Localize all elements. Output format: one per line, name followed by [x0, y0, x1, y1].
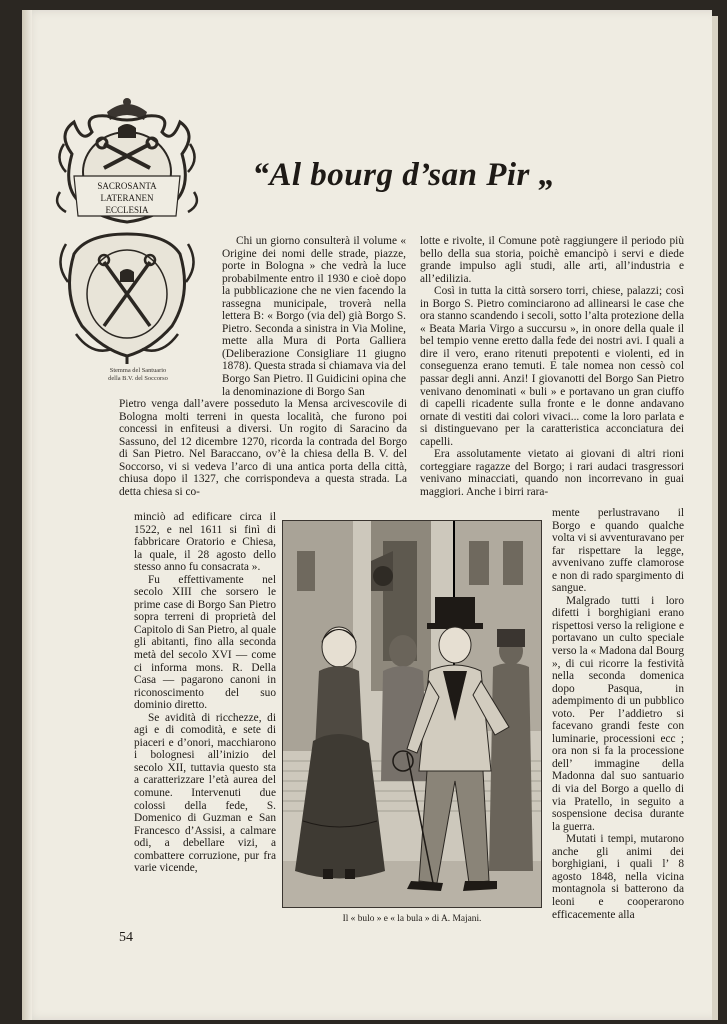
- article-paragraph: Mutati i tempi, mutarono anche gli animi dei borghigiani, i quali l’ 8 agosto 1848, nella vicina montagnola si batterono da leoni e cooperarono efficacemente alla: [552, 833, 684, 921]
- article-column-top-right: [420, 235, 684, 498]
- emblem-caption: [78, 367, 198, 383]
- article-paragraph: Fu effettivamente nel secolo XIII che sorsero le prime case di Borgo San Pietro sopra terreni di proprietà del Capitolo di San Pietro, al quale gli abitanti, fino alla seconda metà del secolo XVI — come ci informa mons. R. Della Casa — pagarono canoni in riconoscimento del suo dominio diretto.: [134, 573, 276, 712]
- article-title: “Al bourg d’san Pir „: [252, 157, 556, 193]
- article-paragraph: Se avidità di ricchezze, di agi e di comodità, e sete di piaceri e d’onori, macchiarono i bolognesi all’inizio del secolo XII, tuttavia questo sta a caratterizzare l’età aurea del comune. Intervenuti due colossi della fede, S. Domenico di Guzman e San Francesco d’Assisi, a calmare odi, a debellare vizi, a combattere corruzione, pur fra varie vicende,: [134, 711, 276, 875]
- emblem-banner-line-1: SACROSANTA: [97, 181, 157, 191]
- article-paragraph: Malgrado tutti i loro difetti i borghigiani erano rispettosi verso la religione e portavano un culto speciale verso la « Madona dal Bourg », di cui ricorre la festività nella seconda domenica dopo Pasqua, in adempimento di un pubblico voto. Per l’addietro si facevano grandi feste con luminarie, processioni ecc ; ora non si fa la processione dell’ immagine della Madonna dal suo santuario di via del Borgo a quello di via Pratello, in seguito a sospensione decisa durante la guerra.: [552, 594, 684, 833]
- article-paragraph: Pietro venga dall’avere posseduto la Mensa arcivescovile di Bologna molti terreni in questa località, che furono poi concessi in enfiteusi a diversi. Un rogito di Saracino da Sassuno, del 12 dicembre 1270, ricorda la contrada del Borgo di San Pietro. Nel Baraccano, ov’è la chiesa della B. V. del Soccorso, vi si vedeva l’arco di una antica porta della città, chiusa dopo il 1327, che corrispondeva a questa strada. La detta chiesa si co-: [119, 398, 407, 498]
- engraving-image: [283, 521, 541, 907]
- article-paragraph: mente perlustravano il Borgo e quando qualche volta vi si avventuravano per far rispettare la legge, avvenivano zuffe clamorose e non di rado spargimento di sangue.: [552, 507, 684, 595]
- page-edge: [712, 16, 718, 1020]
- sanctuary-coat-of-arms: [52, 94, 202, 366]
- emblem-caption-line-1: Stemma del Santuario: [109, 367, 167, 374]
- page-number: 54: [119, 930, 133, 945]
- article-paragraph: Così in tutta la città sorsero torri, chiese, palazzi; così in Borgo S. Pietro cominciarono ad allinearsi le case che ora stanno scandendo i secoli, sotto l’alta protezione della « Beata Maria Virgo a succursu », in onore della quale il bel tempio venne eretto dalla fede dei nostri avi. I quali a dire il vero, erano ritenuti prepotenti e violenti, ed in conseguenza erano temuti. E tale nomea non cessò col passar degli anni. Anzi! I giovanotti del Borgo San Pietro venivano denominati « buli » e portavano un gran ciuffo di capelli ricadente sulla fronte e le donne andavano ornate di vestiti dai colori vivaci... come la loro parlata e si distinguevano per la caratteristica acconciatura dei capelli.: [420, 285, 684, 448]
- emblem-caption-line-2: della B.V. del Soccorso: [108, 375, 168, 382]
- illustration-caption: Il « bulo » e « la bula » di A. Majani.: [342, 914, 482, 924]
- article-paragraph: Era assolutamente vietato ai giovani di altri rioni corteggiare ragazze del Borgo; i rari audaci trasgressori venivano minacciati, quando non incorrevano in guai maggiori. Anche i birri rara-: [420, 448, 684, 498]
- article-column-bottom-left: [134, 511, 276, 875]
- article-column-top-left: [222, 235, 406, 398]
- article-paragraph: Chi un giorno consulterà il volume « Origine dei nomi delle strade, piazze, porte in Bologna » che vedrà la luce probabilmente entro il 1930 e cioè dopo la pubblicazione che ne vien facendo la rassegna municipale, troverà nella lettera B: « Borgo (via del) già Borgo S. Pietro. Seconda a sinistra in Via Moline, mette alla Mura di Porta Galliera (Deliberazione Consigliare 11 giugno 1878). Questa strada si chiamava via del Borgo San Pietro. Il Guidicini opina che la denominazione di Borgo San: [222, 235, 406, 398]
- article-paragraph: lotte e rivolte, il Comune potè raggiungere il periodo più bello della sua storia, poichè emancipò i servi e diede grande impulso agli studi, alle arti, all’industria e all’edilizia.: [420, 235, 684, 285]
- emblem-banner-line-2: LATERANEN: [100, 193, 154, 203]
- article-column-mid-left: [119, 398, 407, 498]
- article-column-bottom-right: [552, 507, 684, 921]
- magazine-page: [22, 10, 712, 1020]
- article-paragraph: minciò ad edificare circa il 1522, e nel 1611 si finì di fabbricare Oratorio e Chiesa, la quale, il 28 agosto dello stesso anno fu consacrata ».: [134, 511, 276, 574]
- illustration-bulo-and-bula: [282, 520, 542, 908]
- page-gutter-shadow: [22, 10, 32, 1020]
- emblem-banner-line-3: ECCLESIA: [105, 205, 149, 215]
